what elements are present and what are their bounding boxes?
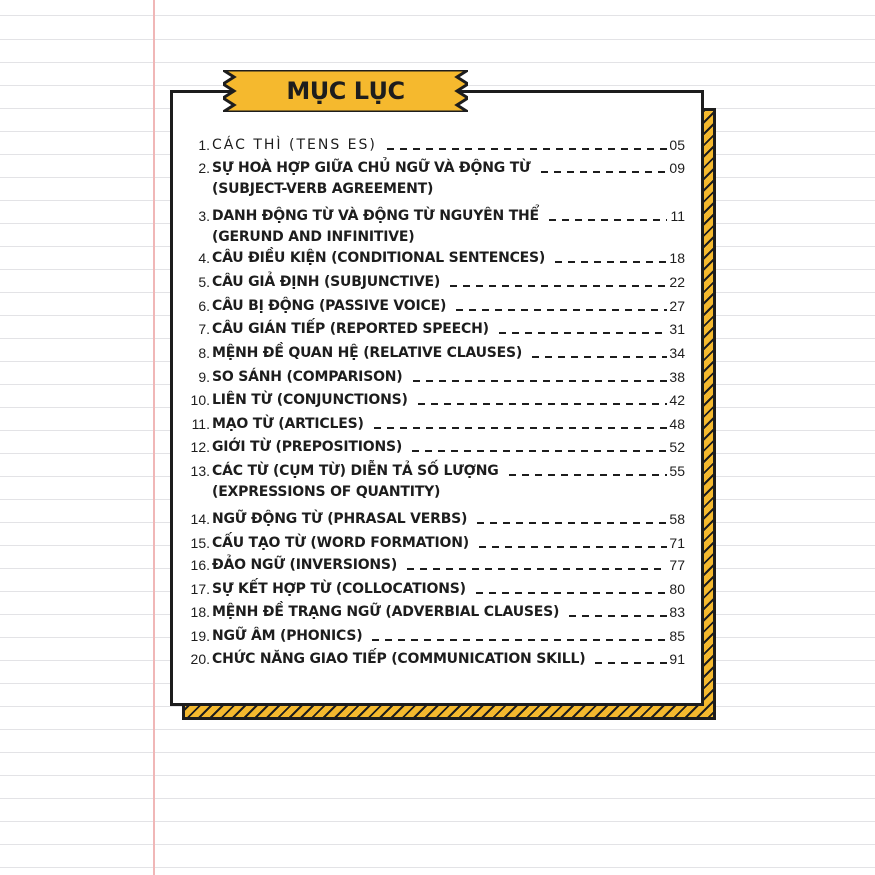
leader-dots	[476, 592, 667, 594]
toc-entry-title: CẤU TẠO TỪ (WORD FORMATION)	[212, 535, 469, 551]
toc-entry-number: 16.	[190, 557, 210, 573]
leader-dots	[555, 261, 667, 263]
leader-dots	[413, 380, 668, 382]
toc-entry-title: CÂU BỊ ĐỘNG (PASSIVE VOICE)	[212, 298, 447, 314]
toc-entry[interactable]	[180, 250, 685, 271]
toc-entry-title: CÁC TỪ (CỤM TỪ) DIỄN TẢ SỐ LƯỢNG	[212, 463, 499, 479]
leader-dots	[418, 403, 667, 405]
leader-dots	[549, 219, 667, 221]
toc-entry-page: 55	[669, 463, 685, 479]
toc-entry-page: 05	[669, 137, 685, 153]
toc-entry-number: 19.	[190, 628, 210, 644]
toc-entry-title: (SUBJECT-VERB AGREEMENT)	[212, 181, 434, 197]
leader-dots	[407, 568, 667, 570]
toc-entry-page: 09	[669, 160, 685, 176]
toc-entry-title: SỰ HOÀ HỢP GIỮA CHỦ NGỮ VÀ ĐỘNG TỪ	[212, 160, 531, 176]
toc-entry[interactable]	[180, 298, 685, 319]
leader-dots	[479, 546, 667, 548]
toc-entry-page: 31	[669, 321, 685, 337]
toc-entry[interactable]	[180, 321, 685, 342]
toc-entry-title: MẠO TỪ (ARTICLES)	[212, 416, 364, 432]
toc-entry-title: ĐẢO NGỮ (INVERSIONS)	[212, 557, 398, 573]
toc-entry-page: 80	[669, 581, 685, 597]
toc-entry-number: 5.	[198, 274, 210, 290]
leader-dots	[569, 615, 667, 617]
toc-entry[interactable]	[180, 274, 685, 295]
leader-dots	[372, 639, 667, 641]
toc-entry-title: LIÊN TỪ (CONJUNCTIONS)	[212, 392, 408, 408]
toc-entry-page: 22	[669, 274, 685, 290]
toc-entry[interactable]	[180, 511, 685, 532]
toc-entry-page: 18	[669, 250, 685, 266]
toc-entry-page: 11	[670, 208, 685, 224]
toc-entry[interactable]	[180, 416, 685, 437]
toc-entry[interactable]	[180, 557, 685, 578]
toc-entry-number: 8.	[198, 345, 210, 361]
toc-entry[interactable]	[180, 369, 685, 390]
toc-entry[interactable]	[180, 208, 685, 250]
toc-entry[interactable]	[180, 651, 685, 672]
toc-entry-title: CÂU GIÁN TIẾP (REPORTED SPEECH)	[212, 321, 489, 337]
toc-entry[interactable]	[180, 160, 685, 202]
toc-entry-number: 3.	[198, 208, 210, 224]
leader-dots	[456, 309, 667, 311]
leader-dots	[532, 356, 667, 358]
leader-dots	[387, 148, 667, 150]
toc-entry-title: CÁC THÌ (TENS ES)	[212, 137, 377, 153]
toc-entry-number: 6.	[198, 298, 210, 314]
leader-dots	[509, 474, 668, 476]
toc-entry-title: (GERUND AND INFINITIVE)	[212, 229, 415, 245]
toc-entry-title: CÂU GIẢ ĐỊNH (SUBJUNCTIVE)	[212, 274, 441, 290]
toc-entry[interactable]	[180, 581, 685, 602]
toc-entry[interactable]	[180, 628, 685, 649]
toc-entry[interactable]	[180, 137, 685, 158]
toc-entry[interactable]	[180, 345, 685, 366]
toc-entry-page: 71	[669, 535, 685, 551]
toc-entry-title: (EXPRESSIONS OF QUANTITY)	[212, 484, 441, 500]
toc-entry-title: DANH ĐỘNG TỪ VÀ ĐỘNG TỪ NGUYÊN THỂ	[212, 208, 539, 224]
toc-entry-title: GIỚI TỪ (PREPOSITIONS)	[212, 439, 403, 455]
toc-entry-page: 85	[669, 628, 685, 644]
toc-entry-title: SO SÁNH (COMPARISON)	[212, 369, 403, 385]
toc-entry-page: 27	[669, 298, 685, 314]
toc-entry-page: 42	[669, 392, 685, 408]
leader-dots	[450, 285, 667, 287]
toc-entry-title: CHỨC NĂNG GIAO TIẾP (COMMUNICATION SKILL)	[212, 651, 586, 667]
toc-entry-title: MỆNH ĐỀ QUAN HỆ (RELATIVE CLAUSES)	[212, 345, 523, 361]
toc-entry[interactable]	[180, 439, 685, 460]
toc-entry-page: 52	[669, 439, 685, 455]
toc-entry-number: 7.	[198, 321, 210, 337]
toc-entry-page: 77	[669, 557, 685, 573]
toc-entry-title: NGỮ ĐỘNG TỪ (PHRASAL VERBS)	[212, 511, 468, 527]
toc-entry-number: 4.	[198, 250, 210, 266]
toc-entry[interactable]	[180, 463, 685, 505]
toc-entry-number: 14.	[190, 511, 210, 527]
leader-dots	[541, 171, 667, 173]
leader-dots	[477, 522, 667, 524]
toc-entry-number: 20.	[190, 651, 210, 667]
toc-entry-number: 13.	[190, 463, 210, 479]
toc-entry-title: CÂU ĐIỀU KIỆN (CONDITIONAL SENTENCES)	[212, 250, 546, 266]
toc-entry-number: 2.	[198, 160, 210, 176]
toc-entry-number: 10.	[190, 392, 210, 408]
toc-entry-number: 17.	[190, 581, 210, 597]
toc-entry-page: 48	[669, 416, 685, 432]
leader-dots	[374, 427, 667, 429]
toc-entry-title: SỰ KẾT HỢP TỪ (COLLOCATIONS)	[212, 581, 466, 597]
toc-entry[interactable]	[180, 392, 685, 413]
toc-entry-title: NGỮ ÂM (PHONICS)	[212, 628, 363, 644]
toc-entry-page: 34	[669, 345, 685, 361]
toc-entry-number: 9.	[198, 369, 210, 385]
toc-entry[interactable]	[180, 535, 685, 556]
toc-entry-number: 1.	[198, 137, 210, 153]
toc-entry-number: 18.	[190, 604, 210, 620]
toc-entry-page: 83	[669, 604, 685, 620]
toc-entry-page: 91	[669, 651, 685, 667]
toc-entry-number: 11.	[191, 416, 210, 432]
toc-entry-title: MỆNH ĐỀ TRẠNG NGỮ (ADVERBIAL CLAUSES)	[212, 604, 560, 620]
toc-entry-number: 15.	[190, 535, 210, 551]
toc-entry-page: 38	[669, 369, 685, 385]
toc-entry-page: 58	[669, 511, 685, 527]
toc-entry-number: 12.	[190, 439, 210, 455]
page-title: MỤC LỤC	[286, 77, 405, 105]
leader-dots	[412, 450, 667, 452]
leader-dots	[499, 332, 667, 334]
toc-entry[interactable]	[180, 604, 685, 625]
